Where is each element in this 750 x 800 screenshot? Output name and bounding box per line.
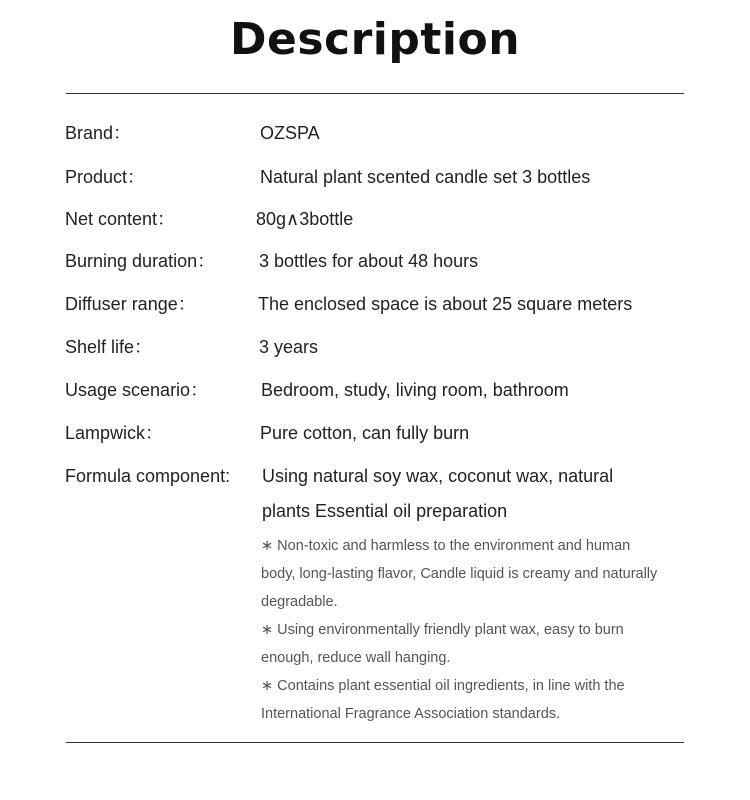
spec-label-shelf-life: Shelf life： (65, 337, 153, 357)
top-divider (66, 93, 684, 94)
spec-label-net-content: Net content： (65, 209, 176, 229)
spec-value-shelf-life: 3 years (259, 337, 319, 357)
spec-row-brand (0, 120, 750, 146)
spec-row-net-content (0, 206, 750, 232)
spec-label-lampwick: Lampwick： (65, 423, 164, 443)
spec-value-formula-component: Using natural soy wax, coconut wax, natural plants Essential oil preparation (262, 466, 614, 521)
spec-value-lampwick: Pure cotton, can fully burn (260, 423, 470, 443)
spec-row-shelf-life (0, 334, 750, 360)
spec-value-net-content: 80g∧3bottle (256, 209, 354, 229)
spec-label-diffuser-range: Diffuser range： (65, 294, 196, 314)
spec-label-usage-scenario: Usage scenario： (65, 380, 209, 400)
note-non-toxic: ∗ Non-toxic and harmless to the environment and human body, long-lasting flavor, Candle liquid is creamy and naturally degradable. (261, 538, 658, 610)
bottom-divider (66, 742, 684, 743)
spec-row-burning-duration (0, 248, 750, 274)
spec-row-diffuser-range (0, 291, 750, 317)
spec-value-burning-duration: 3 bottles for about 48 hours (259, 251, 479, 271)
spec-value-diffuser-range: The enclosed space is about 25 square meters (258, 294, 633, 314)
spec-label-brand: Brand： (65, 123, 132, 143)
spec-value-brand: OZSPA (260, 123, 320, 143)
spec-label-product: Product： (65, 167, 146, 187)
spec-row-product (0, 164, 750, 190)
page-title: Description (229, 14, 521, 65)
spec-row-lampwick (0, 420, 750, 446)
spec-row-formula-component (0, 463, 750, 533)
spec-row-usage-scenario (0, 377, 750, 403)
note-essential-oil: ∗ Contains plant essential oil ingredients, in line with the International Fragrance Association standards. (261, 678, 625, 722)
formula-notes (261, 532, 661, 728)
spec-label-formula-component: Formula component: (65, 466, 231, 486)
spec-label-burning-duration: Burning duration： (65, 251, 216, 271)
spec-value-usage-scenario: Bedroom, study, living room, bathroom (261, 380, 569, 400)
spec-value-product: Natural plant scented candle set 3 bottles (260, 167, 591, 187)
note-plant-wax: ∗ Using environmentally friendly plant wax, easy to burn enough, reduce wall hanging. (261, 622, 624, 666)
